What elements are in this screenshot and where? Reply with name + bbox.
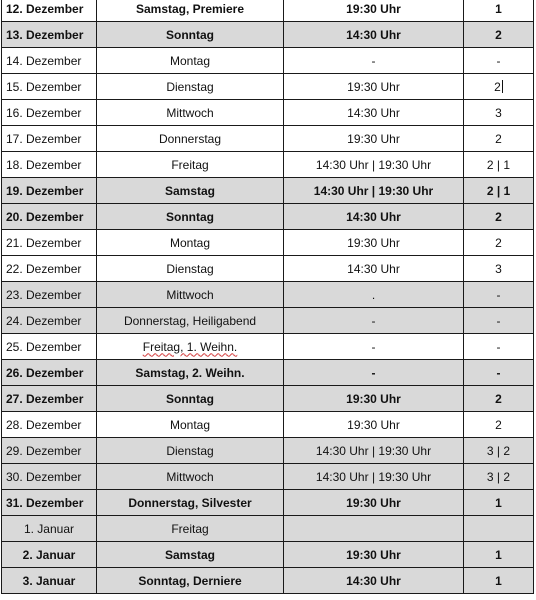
count-cell: 1 (464, 0, 534, 22)
text-cursor (502, 80, 503, 93)
date-cell: 15. Dezember (2, 74, 97, 100)
weekday-cell: Sonntag (97, 22, 284, 48)
table-row (2, 516, 534, 542)
weekday-cell: Samstag, Premiere (97, 0, 284, 22)
count-cell: 1 (464, 490, 534, 516)
date-cell: 12. Dezember (2, 0, 97, 22)
time-cell: - (284, 360, 464, 386)
table-row (2, 308, 534, 334)
table-row (2, 360, 534, 386)
count-cell: 2 (464, 126, 534, 152)
count-cell (464, 516, 534, 542)
date-cell: 28. Dezember (2, 412, 97, 438)
time-cell: 14:30 Uhr (284, 22, 464, 48)
date-cell: 18. Dezember (2, 152, 97, 178)
weekday-cell: Freitag, 1. Weihn. (97, 334, 284, 360)
count-cell[interactable] (464, 74, 534, 100)
table-row (2, 100, 534, 126)
date-cell: 20. Dezember (2, 204, 97, 230)
time-cell: . (284, 282, 464, 308)
date-cell: 13. Dezember (2, 22, 97, 48)
table-row (2, 178, 534, 204)
time-cell: 14:30 Uhr (284, 204, 464, 230)
time-cell (284, 516, 464, 542)
table-row (2, 22, 534, 48)
weekday-cell: Mittwoch (97, 282, 284, 308)
date-cell: 25. Dezember (2, 334, 97, 360)
weekday-cell: Dienstag (97, 74, 284, 100)
date-cell: 2. Januar (2, 542, 97, 568)
weekday-cell: Freitag (97, 516, 284, 542)
time-cell: 14:30 Uhr (284, 100, 464, 126)
table-row (2, 282, 534, 308)
time-cell: 19:30 Uhr (284, 0, 464, 22)
time-cell: - (284, 334, 464, 360)
weekday-cell: Donnerstag, Heiligabend (97, 308, 284, 334)
weekday-cell: Sonntag (97, 204, 284, 230)
time-cell: - (284, 48, 464, 74)
date-cell: 17. Dezember (2, 126, 97, 152)
table-row (2, 490, 534, 516)
table-row (2, 230, 534, 256)
date-cell: 21. Dezember (2, 230, 97, 256)
time-cell: 14:30 Uhr (284, 568, 464, 594)
weekday-cell: Samstag (97, 178, 284, 204)
count-value: 2 (494, 79, 501, 94)
count-cell: - (464, 48, 534, 74)
time-cell: 19:30 Uhr (284, 230, 464, 256)
weekday-cell: Donnerstag, Silvester (97, 490, 284, 516)
count-cell: - (464, 334, 534, 360)
count-cell: 2 (464, 386, 534, 412)
count-cell: 3 (464, 100, 534, 126)
date-cell: 23. Dezember (2, 282, 97, 308)
count-cell: 2 (464, 22, 534, 48)
count-cell: - (464, 308, 534, 334)
time-cell: 19:30 Uhr (284, 74, 464, 100)
weekday-cell: Freitag (97, 152, 284, 178)
count-cell: 2 (464, 230, 534, 256)
table-row (2, 152, 534, 178)
count-cell: 2 | 1 (464, 152, 534, 178)
count-cell: 2 (464, 204, 534, 230)
weekday-cell: Samstag, 2. Weihn. (97, 360, 284, 386)
date-cell: 1. Januar (2, 516, 97, 542)
weekday-cell: Sonntag, Derniere (97, 568, 284, 594)
time-cell: 19:30 Uhr (284, 412, 464, 438)
time-cell: 19:30 Uhr (284, 386, 464, 412)
count-cell: - (464, 282, 534, 308)
performance-schedule-table (1, 0, 534, 594)
time-cell: 19:30 Uhr (284, 490, 464, 516)
count-cell: - (464, 360, 534, 386)
table-row (2, 0, 534, 22)
count-cell: 3 | 2 (464, 464, 534, 490)
date-cell: 29. Dezember (2, 438, 97, 464)
time-cell: - (284, 308, 464, 334)
weekday-cell: Montag (97, 48, 284, 74)
weekday-cell: Mittwoch (97, 464, 284, 490)
table-row (2, 386, 534, 412)
time-cell: 19:30 Uhr (284, 126, 464, 152)
count-cell: 2 | 1 (464, 178, 534, 204)
weekday-cell: Montag (97, 230, 284, 256)
table-row (2, 464, 534, 490)
table-row (2, 542, 534, 568)
time-cell: 19:30 Uhr (284, 542, 464, 568)
table-row (2, 74, 534, 100)
table-row (2, 438, 534, 464)
time-cell: 14:30 Uhr | 19:30 Uhr (284, 178, 464, 204)
count-cell: 3 (464, 256, 534, 282)
date-cell: 26. Dezember (2, 360, 97, 386)
date-cell: 24. Dezember (2, 308, 97, 334)
weekday-cell: Montag (97, 412, 284, 438)
table-row (2, 48, 534, 74)
time-cell: 14:30 Uhr | 19:30 Uhr (284, 152, 464, 178)
date-cell: 16. Dezember (2, 100, 97, 126)
count-cell: 1 (464, 568, 534, 594)
time-cell: 14:30 Uhr (284, 256, 464, 282)
time-cell: 14:30 Uhr | 19:30 Uhr (284, 438, 464, 464)
count-cell: 3 | 2 (464, 438, 534, 464)
date-cell: 27. Dezember (2, 386, 97, 412)
date-cell: 31. Dezember (2, 490, 97, 516)
table-row (2, 334, 534, 360)
table-row (2, 256, 534, 282)
weekday-cell: Donnerstag (97, 126, 284, 152)
table-row (2, 412, 534, 438)
weekday-cell: Dienstag (97, 438, 284, 464)
date-cell: 30. Dezember (2, 464, 97, 490)
table-row (2, 126, 534, 152)
weekday-cell: Samstag (97, 542, 284, 568)
date-cell: 14. Dezember (2, 48, 97, 74)
weekday-cell: Dienstag (97, 256, 284, 282)
weekday-cell: Sonntag (97, 386, 284, 412)
count-cell: 1 (464, 542, 534, 568)
count-cell: 2 (464, 412, 534, 438)
date-cell: 22. Dezember (2, 256, 97, 282)
date-cell: 3. Januar (2, 568, 97, 594)
table-row (2, 568, 534, 594)
table-row (2, 204, 534, 230)
time-cell: 14:30 Uhr | 19:30 Uhr (284, 464, 464, 490)
date-cell: 19. Dezember (2, 178, 97, 204)
weekday-cell: Mittwoch (97, 100, 284, 126)
